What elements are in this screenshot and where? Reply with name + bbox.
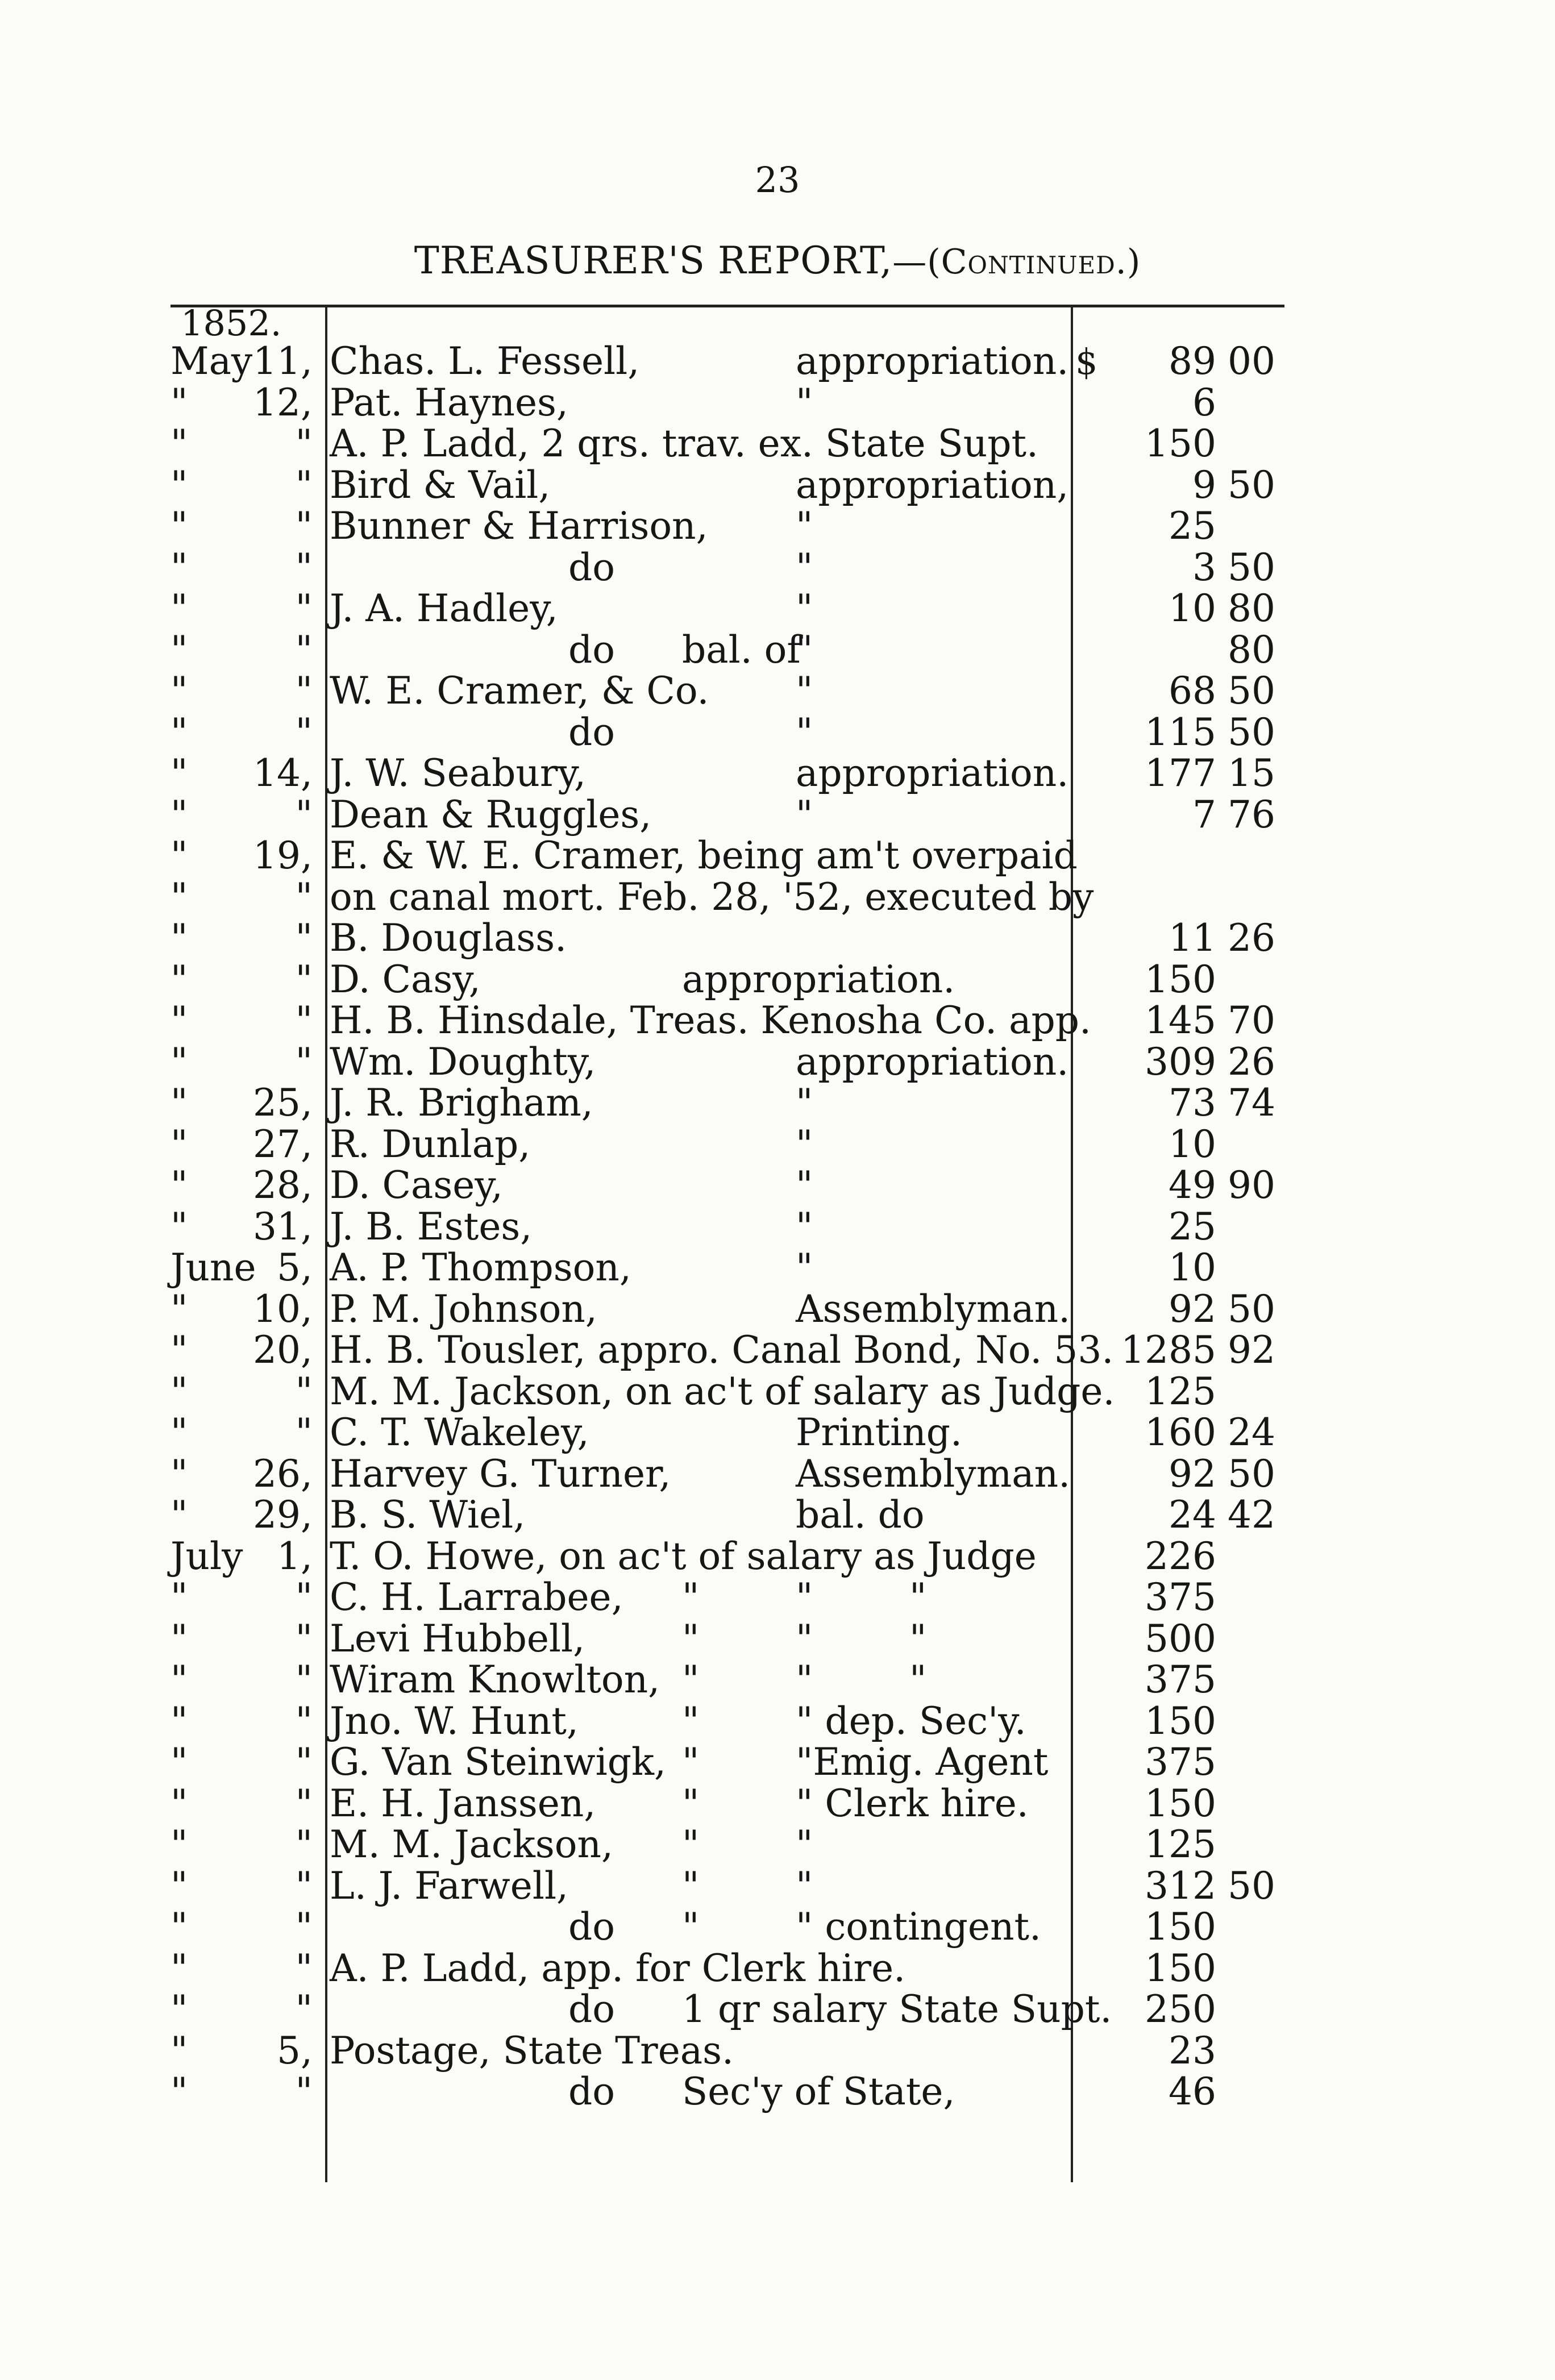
- month-cell: ": [171, 792, 188, 837]
- detail-cell: ": [682, 1658, 700, 1701]
- dollars-cell: 89: [1169, 339, 1216, 383]
- dollars-cell: 226: [1145, 1534, 1216, 1578]
- dollars-cell: 150: [1145, 1905, 1216, 1949]
- day-cell: 1,: [277, 1534, 313, 1578]
- dollars-cell: 115: [1145, 710, 1216, 754]
- cents-cell: 80: [1228, 586, 1275, 630]
- dollars-cell: 7: [1192, 792, 1216, 837]
- payee-cell: Pat. Haynes,: [330, 380, 568, 425]
- ditto-cell: do: [568, 545, 615, 589]
- day-cell: ": [295, 463, 313, 507]
- payee-cell: A. P. Thompson,: [330, 1246, 631, 1289]
- payee-cell: D. Casy,: [330, 957, 481, 1001]
- month-cell: ": [171, 2070, 188, 2113]
- month-cell: ": [171, 1328, 188, 1372]
- dollars-cell: 250: [1145, 1987, 1216, 2031]
- dollars-cell: 92: [1169, 1287, 1216, 1331]
- day-cell: ": [295, 1946, 313, 1990]
- day-cell: 10,: [253, 1287, 313, 1331]
- day-cell: 14,: [253, 751, 313, 795]
- payee-cell: T. O. Howe, on ac't of salary as Judge: [330, 1534, 1037, 1578]
- purpose-cell: ": [796, 504, 813, 548]
- day-cell: ": [295, 545, 313, 589]
- ditto-cell: do: [568, 1987, 615, 2031]
- dollars-cell: 9: [1192, 463, 1216, 507]
- month-cell: ": [171, 875, 188, 919]
- payee-cell: R. Dunlap,: [330, 1122, 531, 1166]
- dollars-cell: 309: [1145, 1039, 1216, 1084]
- payee-cell: E. H. Janssen,: [330, 1781, 596, 1825]
- day-cell: ": [295, 916, 313, 960]
- dollars-cell: 68: [1169, 669, 1216, 713]
- day-cell: ": [295, 1987, 313, 2031]
- detail-cell: bal. of: [682, 627, 801, 672]
- payee-cell: A. P. Ladd, 2 qrs. trav. ex. State Supt.: [330, 422, 1039, 465]
- cents-cell: 42: [1228, 1493, 1275, 1537]
- purpose-cell: ": [796, 1575, 813, 1619]
- payee-cell: C. T. Wakeley,: [330, 1410, 589, 1454]
- purpose-cell: ": [796, 1246, 813, 1289]
- cents-cell: 24: [1228, 1410, 1275, 1454]
- day-cell: ": [295, 1823, 313, 1866]
- cents-cell: 70: [1228, 998, 1275, 1042]
- dollars-cell: 375: [1145, 1575, 1216, 1619]
- ditto-cell: do: [568, 1905, 615, 1949]
- extra-cell: ": [909, 1616, 927, 1661]
- dollars-cell: 150: [1145, 1699, 1216, 1743]
- month-cell: ": [171, 545, 188, 589]
- purpose-cell: "Emig. Agent: [796, 1740, 1049, 1784]
- payee-cell: L. J. Farwell,: [330, 1863, 569, 1908]
- dollars-cell: 375: [1145, 1740, 1216, 1784]
- purpose-cell: " Clerk hire.: [796, 1781, 1029, 1825]
- month-cell: ": [171, 380, 188, 425]
- cents-cell: 90: [1228, 1163, 1275, 1207]
- extra-cell: ": [909, 1575, 927, 1619]
- day-cell: ": [295, 1740, 313, 1784]
- day-cell: ": [295, 504, 313, 548]
- report-title-text: TREASURER'S REPORT,: [414, 239, 893, 282]
- payee-cell: H. B. Hinsdale, Treas. Kenosha Co. app.: [330, 998, 1091, 1042]
- payee-cell: on canal mort. Feb. 28, '52, executed by: [330, 875, 1094, 919]
- purpose-cell: Assemblyman.: [796, 1287, 1071, 1331]
- day-cell: 11,: [253, 339, 313, 383]
- detail-cell: Sec'y of State,: [682, 2070, 955, 2113]
- month-cell: ": [171, 1451, 188, 1496]
- month-cell: ": [171, 710, 188, 754]
- month-cell: ": [171, 1410, 188, 1454]
- dollars-cell: 25: [1169, 504, 1216, 548]
- day-cell: ": [295, 710, 313, 754]
- month-cell: ": [171, 1987, 188, 2031]
- purpose-cell: Printing.: [796, 1410, 962, 1454]
- month-cell: ": [171, 2028, 188, 2073]
- month-cell: ": [171, 1039, 188, 1084]
- day-cell: ": [295, 875, 313, 919]
- month-cell: ": [171, 1081, 188, 1125]
- purpose-cell: bal. do: [796, 1493, 925, 1537]
- detail-cell: ": [682, 1781, 700, 1825]
- payee-cell: B. S. Wiel,: [330, 1493, 526, 1537]
- month-cell: ": [171, 586, 188, 630]
- purpose-cell: ": [796, 1658, 813, 1701]
- dollars-cell: 11: [1169, 916, 1216, 960]
- day-cell: 31,: [253, 1204, 313, 1249]
- payee-cell: M. M. Jackson, on ac't of salary as Judge.: [330, 1369, 1115, 1413]
- payee-cell: Bird & Vail,: [330, 463, 551, 507]
- payee-cell: C. H. Larrabee,: [330, 1575, 623, 1619]
- month-cell: ": [171, 627, 188, 672]
- dollars-cell: 150: [1145, 422, 1216, 465]
- dollars-cell: 312: [1145, 1863, 1216, 1908]
- payee-cell: G. Van Steinwigk,: [330, 1740, 667, 1784]
- purpose-cell: ": [796, 1081, 813, 1125]
- purpose-cell: ": [796, 586, 813, 630]
- cents-cell: 50: [1228, 1451, 1275, 1496]
- day-cell: ": [295, 422, 313, 465]
- cents-cell: 15: [1228, 751, 1275, 795]
- purpose-cell: ": [796, 1863, 813, 1908]
- detail-cell: ": [682, 1740, 700, 1784]
- payee-cell: Wm. Doughty,: [330, 1039, 596, 1084]
- payee-cell: Levi Hubbell,: [330, 1616, 585, 1661]
- dollars-cell: 23: [1169, 2028, 1216, 2073]
- day-cell: ": [295, 1616, 313, 1661]
- day-cell: 28,: [253, 1163, 313, 1207]
- dollars-cell: 500: [1145, 1616, 1216, 1661]
- payee-cell: J. A. Hadley,: [330, 586, 558, 630]
- month-cell: ": [171, 1122, 188, 1166]
- purpose-cell: ": [796, 1616, 813, 1661]
- top-rule: [171, 305, 1284, 307]
- purpose-cell: " dep. Sec'y.: [796, 1699, 1026, 1743]
- month-cell: ": [171, 1781, 188, 1825]
- report-title: [0, 239, 1555, 282]
- day-cell: 29,: [253, 1493, 313, 1537]
- detail-cell: ": [682, 1863, 700, 1908]
- dollars-cell: 10: [1169, 586, 1216, 630]
- month-cell: ": [171, 1823, 188, 1866]
- cents-cell: 74: [1228, 1081, 1275, 1125]
- dollars-cell: 125: [1145, 1823, 1216, 1866]
- ditto-cell: do: [568, 2070, 615, 2113]
- month-cell: ": [171, 1863, 188, 1908]
- month-cell: ": [171, 1905, 188, 1949]
- day-cell: 12,: [253, 380, 313, 425]
- detail-cell: 1 qr salary State Supt.: [682, 1987, 1112, 2031]
- dollars-cell: 150: [1145, 1946, 1216, 1990]
- extra-cell: ": [909, 1658, 927, 1701]
- payee-cell: J. W. Seabury,: [330, 751, 586, 795]
- dollars-cell: 375: [1145, 1658, 1216, 1701]
- day-cell: 27,: [253, 1122, 313, 1166]
- detail-cell: ": [682, 1699, 700, 1743]
- dollars-cell: 1285: [1121, 1328, 1216, 1372]
- day-cell: 25,: [253, 1081, 313, 1125]
- continued-label: —(Continued.): [892, 242, 1141, 282]
- month-cell: ": [171, 1616, 188, 1661]
- purpose-cell: appropriation.: [796, 751, 1069, 795]
- month-cell: ": [171, 1163, 188, 1207]
- payee-cell: Chas. L. Fessell,: [330, 339, 640, 383]
- payee-cell: Postage, State Treas.: [330, 2028, 734, 2073]
- ditto-cell: do: [568, 627, 615, 672]
- dollars-cell: 6: [1192, 380, 1216, 425]
- day-cell: ": [295, 1781, 313, 1825]
- day-cell: ": [295, 2070, 313, 2113]
- month-cell: May: [171, 339, 253, 383]
- purpose-cell: ": [796, 380, 813, 425]
- payee-cell: E. & W. E. Cramer, being am't overpaid: [330, 834, 1078, 877]
- month-cell: ": [171, 1204, 188, 1249]
- payee-cell: W. E. Cramer, & Co.: [330, 669, 709, 713]
- dollars-cell: 25: [1169, 1204, 1216, 1249]
- cents-cell: 50: [1228, 669, 1275, 713]
- detail-cell: ": [682, 1823, 700, 1866]
- month-cell: ": [171, 1658, 188, 1701]
- purpose-cell: " contingent.: [796, 1905, 1041, 1949]
- purpose-cell: ": [796, 1163, 813, 1207]
- dollars-cell: 150: [1145, 957, 1216, 1001]
- day-cell: ": [295, 1369, 313, 1413]
- dollars-cell: 92: [1169, 1451, 1216, 1496]
- dollars-cell: 49: [1169, 1163, 1216, 1207]
- purpose-cell: Assemblyman.: [796, 1451, 1071, 1496]
- payee-cell: J. B. Estes,: [330, 1204, 533, 1249]
- day-cell: ": [295, 1905, 313, 1949]
- month-cell: ": [171, 1493, 188, 1537]
- month-cell: ": [171, 751, 188, 795]
- month-cell: ": [171, 916, 188, 960]
- day-cell: ": [295, 1575, 313, 1619]
- month-cell: ": [171, 1946, 188, 1990]
- dollars-cell: 160: [1145, 1410, 1216, 1454]
- dollars-cell: 24: [1169, 1493, 1216, 1537]
- month-cell: ": [171, 1575, 188, 1619]
- detail-cell: ": [682, 1616, 700, 1661]
- payee-cell: Wiram Knowlton,: [330, 1658, 660, 1701]
- month-cell: ": [171, 669, 188, 713]
- month-cell: ": [171, 834, 188, 877]
- day-cell: 20,: [253, 1328, 313, 1372]
- cents-cell: 00: [1228, 339, 1275, 383]
- purpose-cell: appropriation.: [796, 1039, 1069, 1084]
- day-cell: ": [295, 1039, 313, 1084]
- payee-cell: Dean & Ruggles,: [330, 792, 652, 837]
- dollars-cell: 3: [1192, 545, 1216, 589]
- detail-cell: ": [682, 1575, 700, 1619]
- payee-cell: Harvey G. Turner,: [330, 1451, 671, 1496]
- payee-cell: A. P. Ladd, app. for Clerk hire.: [330, 1946, 906, 1990]
- month-cell: ": [171, 463, 188, 507]
- dollars-cell: 125: [1145, 1369, 1216, 1413]
- purpose-cell: ": [796, 669, 813, 713]
- purpose-cell: ": [796, 792, 813, 837]
- cents-cell: 80: [1228, 627, 1275, 672]
- purpose-cell: appropriation.: [796, 339, 1069, 383]
- payee-cell: Bunner & Harrison,: [330, 504, 708, 548]
- dollars-cell: 145: [1145, 998, 1216, 1042]
- day-cell: ": [295, 669, 313, 713]
- payee-cell: D. Casey,: [330, 1163, 503, 1207]
- day-cell: 5,: [277, 2028, 313, 2073]
- day-cell: ": [295, 586, 313, 630]
- payee-cell: P. M. Johnson,: [330, 1287, 597, 1331]
- day-cell: ": [295, 1699, 313, 1743]
- purpose-cell: ": [796, 545, 813, 589]
- month-cell: ": [171, 504, 188, 548]
- detail-cell: ": [682, 1905, 700, 1949]
- ditto-cell: do: [568, 710, 615, 754]
- dollars-cell: 10: [1169, 1122, 1216, 1166]
- payee-cell: H. B. Tousler, appro. Canal Bond, No. 53.: [330, 1328, 1114, 1372]
- cents-cell: 50: [1228, 545, 1275, 589]
- dollars-cell: 46: [1169, 2070, 1216, 2113]
- purpose-cell: ": [796, 710, 813, 754]
- month-cell: ": [171, 1287, 188, 1331]
- year-label: 1852.: [181, 302, 282, 344]
- day-cell: ": [295, 998, 313, 1042]
- dollar-sign: $: [1075, 341, 1098, 382]
- purpose-cell: ": [796, 1122, 813, 1166]
- day-cell: 26,: [253, 1451, 313, 1496]
- month-cell: ": [171, 1699, 188, 1743]
- month-cell: ": [171, 1369, 188, 1413]
- payee-cell: J. R. Brigham,: [330, 1081, 593, 1125]
- day-cell: 5,: [277, 1246, 313, 1289]
- cents-cell: 50: [1228, 1863, 1275, 1908]
- detail-cell: appropriation.: [682, 957, 955, 1001]
- date-column-divider: [325, 307, 327, 2182]
- month-cell: July: [171, 1534, 243, 1578]
- dollars-cell: 177: [1145, 751, 1216, 795]
- page-number: 23: [755, 159, 800, 201]
- day-cell: ": [295, 1863, 313, 1908]
- day-cell: ": [295, 627, 313, 672]
- cents-cell: 50: [1228, 710, 1275, 754]
- cents-cell: 26: [1228, 916, 1275, 960]
- month-cell: ": [171, 422, 188, 465]
- day-cell: 19,: [253, 834, 313, 877]
- month-cell: ": [171, 957, 188, 1001]
- cents-cell: 26: [1228, 1039, 1275, 1084]
- day-cell: ": [295, 1658, 313, 1701]
- cents-cell: 50: [1228, 1287, 1275, 1331]
- payee-cell: M. M. Jackson,: [330, 1823, 613, 1866]
- dollars-cell: 150: [1145, 1781, 1216, 1825]
- purpose-cell: ": [796, 627, 813, 672]
- month-cell: June: [171, 1246, 256, 1289]
- cents-cell: 50: [1228, 463, 1275, 507]
- day-cell: ": [295, 1410, 313, 1454]
- cents-cell: 76: [1228, 792, 1275, 837]
- cents-cell: 92: [1228, 1328, 1275, 1372]
- payee-cell: Jno. W. Hunt,: [330, 1699, 579, 1743]
- month-cell: ": [171, 998, 188, 1042]
- day-cell: ": [295, 792, 313, 837]
- purpose-cell: ": [796, 1823, 813, 1866]
- dollars-cell: 73: [1169, 1081, 1216, 1125]
- payee-cell: B. Douglass.: [330, 916, 567, 960]
- purpose-cell: appropriation,: [796, 463, 1069, 507]
- purpose-cell: ": [796, 1204, 813, 1249]
- dollars-cell: 10: [1169, 1246, 1216, 1289]
- day-cell: ": [295, 957, 313, 1001]
- month-cell: ": [171, 1740, 188, 1784]
